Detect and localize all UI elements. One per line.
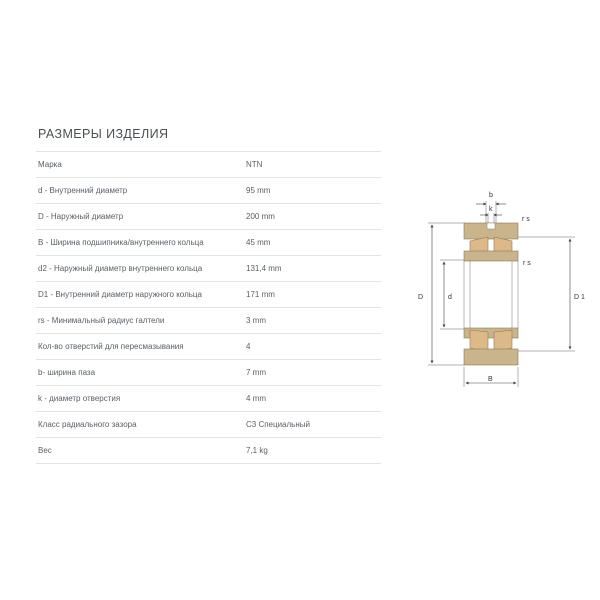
spec-value: NTN <box>244 152 381 178</box>
spec-label: k - диаметр отверстия <box>36 386 244 412</box>
table-row <box>36 152 381 178</box>
spec-label: D - Наружный диаметр <box>36 204 244 230</box>
spec-value: 45 mm <box>244 230 381 256</box>
table-row <box>36 386 381 412</box>
table-row <box>36 438 381 464</box>
label-d: d <box>448 294 452 301</box>
spec-label: Класс радиального зазора <box>36 412 244 438</box>
spec-value: 200 mm <box>244 204 381 230</box>
label-k: k <box>489 206 493 213</box>
spec-value: 7 mm <box>244 360 381 386</box>
table-row <box>36 204 381 230</box>
label-D1: D 1 <box>574 294 585 301</box>
table-row <box>36 412 381 438</box>
spec-value: C3 Специальный <box>244 412 381 438</box>
spec-label: Марка <box>36 152 244 178</box>
label-rs-top: r s <box>522 216 530 223</box>
section-title: РАЗМЕРЫ ИЗДЕЛИЯ <box>38 127 169 141</box>
bearing-diagram <box>410 185 595 400</box>
table-row <box>36 230 381 256</box>
table-row <box>36 178 381 204</box>
spec-label: d - Внутренний диаметр <box>36 178 244 204</box>
spec-label: b- ширина паза <box>36 360 244 386</box>
spec-value: 7,1 kg <box>244 438 381 464</box>
spec-value: 4 <box>244 334 381 360</box>
spec-label: D1 - Внутренний диаметр наружного кольца <box>36 282 244 308</box>
table-row <box>36 308 381 334</box>
spec-label: d2 - Наружный диаметр внутреннего кольца <box>36 256 244 282</box>
bore-outline <box>464 261 518 328</box>
spec-label: Вес <box>36 438 244 464</box>
spec-value: 3 mm <box>244 308 381 334</box>
spec-value: 95 mm <box>244 178 381 204</box>
bearing-section-bottom <box>464 328 518 365</box>
spec-value: 131,4 mm <box>244 256 381 282</box>
spec-label: rs - Минимальный радиус галтели <box>36 308 244 334</box>
table-row <box>36 334 381 360</box>
table-row <box>36 282 381 308</box>
label-B: B <box>488 376 493 383</box>
spec-value: 4 mm <box>244 386 381 412</box>
table-row <box>36 256 381 282</box>
label-rs-mid: r s <box>523 260 531 267</box>
table-row <box>36 360 381 386</box>
spec-label: Кол-во отверстий для пересмазывания <box>36 334 244 360</box>
label-b: b <box>489 192 493 199</box>
bearing-section-top <box>464 223 518 261</box>
spec-label: B - Ширина подшипника/внутреннего кольца <box>36 230 244 256</box>
specs-table <box>36 151 381 464</box>
label-D: D <box>418 294 424 301</box>
spec-value: 171 mm <box>244 282 381 308</box>
